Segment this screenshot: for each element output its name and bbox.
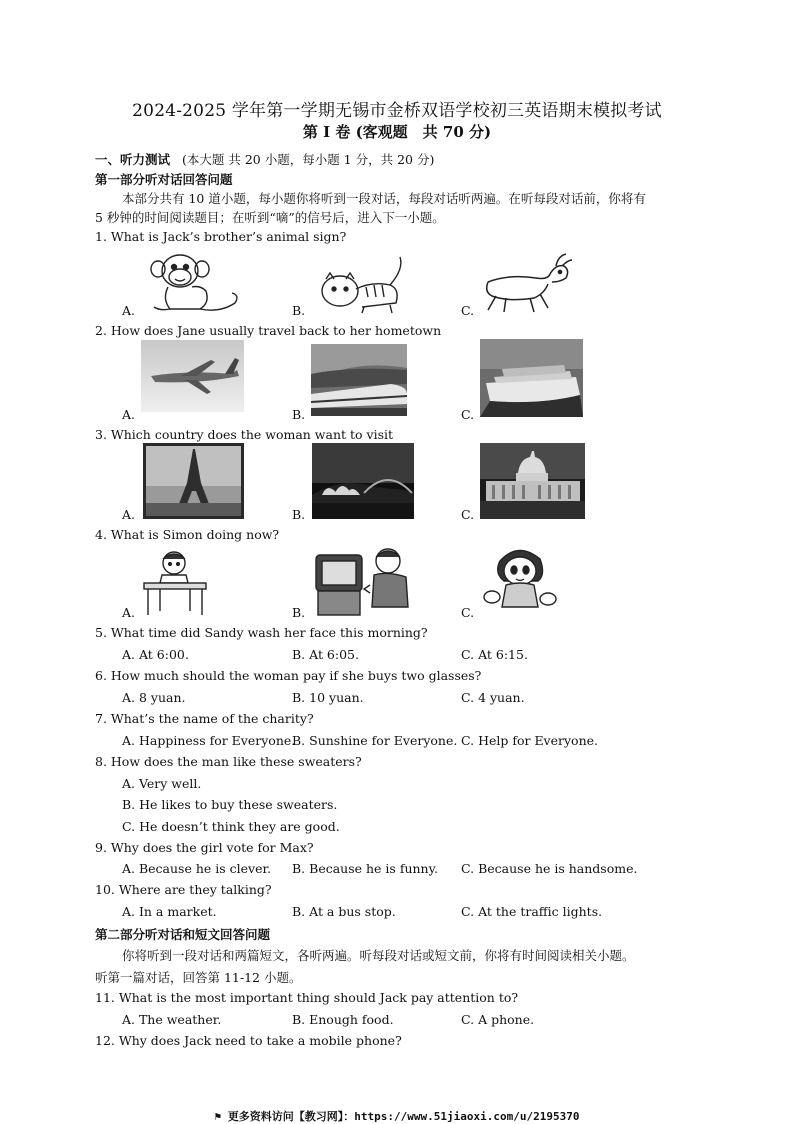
q1-option-b-label: B. (292, 303, 306, 318)
part1-intro-line1: 本部分共有 10 道小题，每小题你将听到一段对话，每段对话听两遍。在听每段对话前，你将有 (122, 191, 646, 206)
part2-intro-line1: 你将听到一段对话和两篇短文，各听两遍。听每段对话或短文前，你将有时间阅读相关小题。 (122, 948, 635, 963)
q11-option-a: A. The weather. (122, 1012, 222, 1027)
q2-option-b-label: B. (292, 407, 306, 422)
q5-option-a: A. At 6:00. (122, 647, 189, 662)
question-3: 3. Which country does the woman want to visit (95, 427, 394, 442)
part1-intro-line2: 5 秒钟的时间阅读题目；在听到“嘀”的信号后，进入下一小题。 (95, 210, 445, 225)
q3-option-a-label: A. (122, 507, 136, 522)
question-9: 9. Why does the girl vote for Max? (95, 840, 314, 855)
ship-photo (480, 339, 583, 417)
question-6: 6. How much should the woman pay if she buys two glasses? (95, 668, 482, 683)
q3-option-c-label: C. (461, 507, 475, 522)
us-capitol-photo (480, 443, 585, 519)
q3-option-b-label: B. (292, 507, 306, 522)
goat-image (478, 252, 574, 316)
q1-option-c-label: C. (461, 303, 475, 318)
kid-playing-image (478, 541, 563, 617)
q4-option-b-label: B. (292, 605, 306, 620)
q8-option-a: A. Very well. (122, 776, 202, 791)
question-2: 2. How does Jane usually travel back to her hometown (95, 323, 442, 338)
q9-option-c: C. Because he is handsome. (461, 861, 638, 876)
question-10: 10. Where are they talking? (95, 882, 272, 897)
q1-option-a-label: A. (122, 303, 136, 318)
section-heading (95, 150, 434, 168)
q2-option-a-label: A. (122, 407, 136, 422)
part1-heading: 第一部分听对话回答问题 (95, 172, 233, 187)
q11-option-b: B. Enough food. (292, 1012, 394, 1027)
question-11: 11. What is the most important thing should Jack pay attention to? (95, 990, 519, 1005)
section-heading-note: (本大题 共 20 小题，每小题 1 分，共 20 分) (182, 152, 435, 167)
question-4: 4. What is Simon doing now? (95, 527, 280, 542)
q10-option-c: C. At the traffic lights. (461, 904, 603, 919)
flag-icon: ⚑ (214, 1110, 228, 1123)
q8-option-b: B. He likes to buy these sweaters. (122, 797, 338, 812)
part2-intro-line2: 听第一篇对话，回答第 11-12 小题。 (95, 970, 302, 985)
eiffel-tower-photo (143, 443, 244, 519)
q10-option-a: A. In a market. (122, 904, 217, 919)
q9-option-a: A. Because he is clever. (122, 861, 272, 876)
question-7: 7. What’s the name of the charity? (95, 711, 314, 726)
tiger-image (312, 249, 412, 315)
question-12: 12. Why does Jack need to take a mobile phone? (95, 1033, 402, 1048)
question-8: 8. How does the man like these sweaters? (95, 754, 362, 769)
boy-reading-image (140, 549, 210, 617)
q9-option-b: B. Because he is funny. (292, 861, 438, 876)
q8-option-c: C. He doesn’t think they are good. (122, 819, 340, 834)
q4-option-c-label: C. (461, 605, 475, 620)
question-1: 1. What is Jack’s brother’s animal sign? (95, 229, 347, 244)
question-5: 5. What time did Sandy wash her face this morning? (95, 625, 428, 640)
sydney-opera-house-photo (312, 443, 414, 519)
page-title: 2024-2025 学年第一学期无锡市金桥双语学校初三英语期末模拟考试 (132, 101, 662, 121)
q7-option-c: C. Help for Everyone. (461, 733, 599, 748)
airplane-photo (141, 340, 244, 412)
q11-option-c: C. A phone. (461, 1012, 535, 1027)
footer (0, 1108, 794, 1124)
boy-watching-tv-image (308, 545, 420, 619)
page-subtitle: 第 Ⅰ 卷 (客观题 共 70 分) (302, 123, 492, 141)
q6-option-c: C. 4 yuan. (461, 690, 525, 705)
q2-option-c-label: C. (461, 407, 475, 422)
q10-option-b: B. At a bus stop. (292, 904, 396, 919)
footer-link[interactable]: 更多资料访问【教习网】：https://www.51jiaoxi.com/u/2195370 (227, 1110, 580, 1123)
q5-option-c: C. At 6:15. (461, 647, 528, 662)
q6-option-b: B. 10 yuan. (292, 690, 364, 705)
train-photo (311, 344, 407, 416)
q7-option-b: B. Sunshine for Everyone. (292, 733, 458, 748)
q6-option-a: A. 8 yuan. (122, 690, 186, 705)
section-heading-title: 一、听力测试 (95, 152, 171, 167)
monkey-image (140, 247, 245, 315)
q4-option-a-label: A. (122, 605, 136, 620)
q5-option-b: B. At 6:05. (292, 647, 359, 662)
q7-option-a: A. Happiness for Everyone. (122, 733, 296, 748)
part2-heading: 第二部分听对话和短文回答问题 (95, 927, 271, 942)
